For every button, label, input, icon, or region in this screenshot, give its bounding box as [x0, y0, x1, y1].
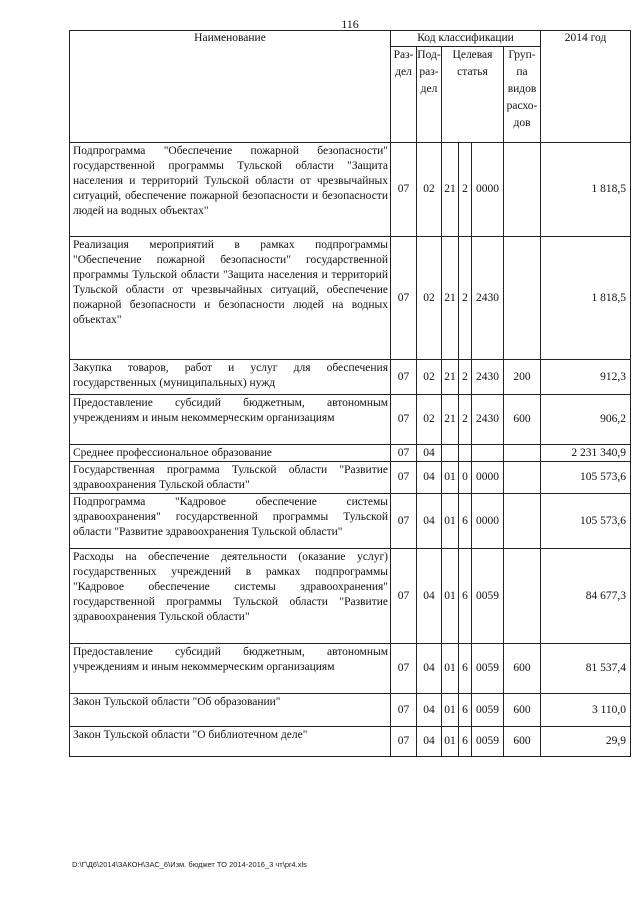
row-podrazdel: 02	[417, 143, 442, 237]
row-razdel: 07	[391, 727, 417, 757]
row-target-program: 01	[442, 694, 459, 727]
row-target-subprogram: 2	[459, 143, 472, 237]
row-target-program	[442, 445, 459, 462]
row-target-program: 21	[442, 360, 459, 395]
table-row	[70, 694, 631, 727]
table-row	[70, 143, 631, 237]
row-expense-group: 600	[504, 694, 541, 727]
row-target-program: 01	[442, 494, 459, 549]
row-podrazdel: 02	[417, 237, 442, 360]
row-razdel: 07	[391, 360, 417, 395]
row-razdel: 07	[391, 494, 417, 549]
row-target-direction: 0059	[472, 694, 504, 727]
row-expense-group	[504, 494, 541, 549]
header-name: Наименование	[70, 31, 391, 143]
row-amount: 1 818,5	[541, 237, 631, 360]
header-group: Груп-па видов расхо-дов	[504, 47, 541, 143]
row-amount: 84 677,3	[541, 549, 631, 644]
row-name: Предоставление субсидий бюджетным, автономным учреждениям и иным некоммерческим организациям	[70, 644, 391, 694]
budget-table	[69, 30, 631, 757]
header-year: 2014 год	[541, 31, 631, 143]
row-name: Предоставление субсидий бюджетным, автономным учреждениям и иным некоммерческим организациям	[70, 395, 391, 445]
row-expense-group	[504, 445, 541, 462]
row-target-subprogram: 6	[459, 644, 472, 694]
row-razdel: 07	[391, 237, 417, 360]
row-target-program: 01	[442, 644, 459, 694]
row-target-subprogram: 2	[459, 395, 472, 445]
row-expense-group: 600	[504, 727, 541, 757]
row-name: Реализация мероприятий в рамках подпрограммы "Обеспечение пожарной безопасности" государственной программы Тульской области "Защита населения и территорий Тульской области от чрезвычайных ситуаций, обеспечение пожарной безопасности и безопасности людей на водных объектах"	[70, 237, 391, 360]
row-target-direction: 0059	[472, 727, 504, 757]
row-name: Среднее профессиональное образование	[70, 445, 391, 462]
header-podrazdel: Под-раз-дел	[417, 47, 442, 143]
row-target-direction: 0000	[472, 494, 504, 549]
row-amount: 912,3	[541, 360, 631, 395]
row-podrazdel: 04	[417, 727, 442, 757]
row-name: Подпрограмма "Кадровое обеспечение системы здравоохранения" государственной программы Тульской области "Развитие здравоохранения Тульской области"	[70, 494, 391, 549]
row-expense-group	[504, 462, 541, 494]
row-target-program: 01	[442, 462, 459, 494]
row-name: Закупка товаров, работ и услуг для обеспечения государственных (муниципальных) нужд	[70, 360, 391, 395]
row-target-subprogram: 6	[459, 549, 472, 644]
table-row	[70, 462, 631, 494]
row-target-subprogram: 6	[459, 494, 472, 549]
row-podrazdel: 04	[417, 445, 442, 462]
row-expense-group	[504, 143, 541, 237]
row-name: Расходы на обеспечение деятельности (оказание услуг) государственных учреждений в рамках подпрограммы "Кадровое обеспечение системы здравоохранения" государственной программы Тульской области "Развитие здравоохранения Тульской области"	[70, 549, 391, 644]
row-expense-group: 600	[504, 395, 541, 445]
row-amount: 2 231 340,9	[541, 445, 631, 462]
row-target-program: 01	[442, 549, 459, 644]
row-amount: 1 818,5	[541, 143, 631, 237]
row-name: Закон Тульской области "О библиотечном деле"	[70, 727, 391, 757]
row-amount: 105 573,6	[541, 462, 631, 494]
row-podrazdel: 04	[417, 462, 442, 494]
table-header	[70, 31, 631, 143]
row-amount: 81 537,4	[541, 644, 631, 694]
row-target-subprogram: 2	[459, 237, 472, 360]
row-target-direction: 2430	[472, 237, 504, 360]
row-target-program: 01	[442, 727, 459, 757]
table-row	[70, 727, 631, 757]
table-row	[70, 549, 631, 644]
footer-file-path: D:\Г\Д6\2014\ЗАКОН\ЗАС_6\Изм. бюджет ТО 2014-2016_3 чт\pr4.xls	[72, 860, 307, 869]
table-row	[70, 360, 631, 395]
row-podrazdel: 02	[417, 395, 442, 445]
row-name: Подпрограмма "Обеспечение пожарной безопасности" государственной программы Тульской области "Защита населения и территорий Тульской области от чрезвычайных ситуаций, обеспечение пожарной безопасности и безопасности людей на водных объектах"	[70, 143, 391, 237]
row-podrazdel: 04	[417, 644, 442, 694]
row-expense-group	[504, 237, 541, 360]
row-target-program: 21	[442, 237, 459, 360]
row-amount: 29,9	[541, 727, 631, 757]
row-target-direction: 0000	[472, 143, 504, 237]
table-row	[70, 494, 631, 549]
row-target-subprogram: 6	[459, 727, 472, 757]
row-target-direction: 2430	[472, 360, 504, 395]
row-target-program: 21	[442, 143, 459, 237]
row-podrazdel: 02	[417, 360, 442, 395]
table-row	[70, 395, 631, 445]
table-row	[70, 445, 631, 462]
row-expense-group	[504, 549, 541, 644]
page-number: 116	[341, 17, 359, 31]
row-target-direction: 0059	[472, 549, 504, 644]
row-target-subprogram: 2	[459, 360, 472, 395]
row-amount: 105 573,6	[541, 494, 631, 549]
table-row	[70, 644, 631, 694]
row-target-subprogram: 6	[459, 694, 472, 727]
row-target-subprogram: 0	[459, 462, 472, 494]
row-target-direction: 0059	[472, 644, 504, 694]
row-target-direction	[472, 445, 504, 462]
header-code-group: Код классификации	[391, 31, 541, 47]
row-razdel: 07	[391, 549, 417, 644]
table-row	[70, 237, 631, 360]
row-target-direction: 0000	[472, 462, 504, 494]
row-target-program: 21	[442, 395, 459, 445]
header-razdel: Раз-дел	[391, 47, 417, 143]
row-podrazdel: 04	[417, 694, 442, 727]
row-target-subprogram	[459, 445, 472, 462]
row-amount: 906,2	[541, 395, 631, 445]
row-podrazdel: 04	[417, 494, 442, 549]
row-razdel: 07	[391, 395, 417, 445]
row-expense-group: 200	[504, 360, 541, 395]
row-razdel: 07	[391, 644, 417, 694]
table-body	[70, 143, 631, 757]
row-razdel: 07	[391, 143, 417, 237]
row-name: Закон Тульской области "Об образовании"	[70, 694, 391, 727]
row-name: Государственная программа Тульской области "Развитие здравоохранения Тульской области"	[70, 462, 391, 494]
row-amount: 3 110,0	[541, 694, 631, 727]
row-target-direction: 2430	[472, 395, 504, 445]
row-podrazdel: 04	[417, 549, 442, 644]
row-expense-group: 600	[504, 644, 541, 694]
header-target: Целевая статья	[442, 47, 504, 143]
row-razdel: 07	[391, 445, 417, 462]
row-razdel: 07	[391, 694, 417, 727]
row-razdel: 07	[391, 462, 417, 494]
